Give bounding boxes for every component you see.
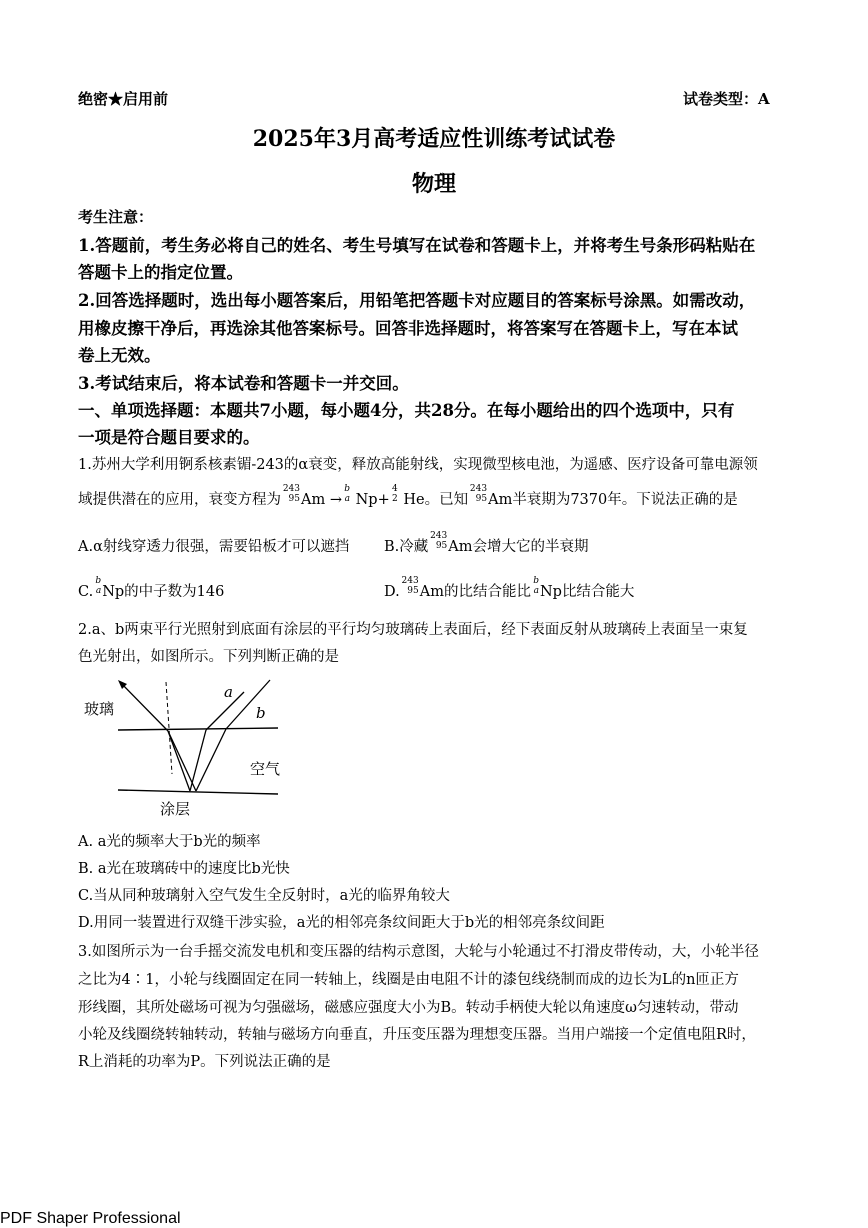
q1-stem-line2 [78, 483, 738, 509]
notice-item-2: 2.回答选择题时，选出每小题答案后，用铅笔把答题卡对应题目的答案标号涂黑。如需改动， [78, 291, 756, 310]
coating-surface [118, 790, 278, 794]
np-nucleon-mark: b a [344, 483, 350, 505]
label-ray-b: b [256, 704, 266, 722]
notice-item-1-cont: 答题卡上的指定位置。 [78, 263, 243, 282]
q1-option-c: C. b a Np的中子数为146 [78, 575, 225, 600]
notice-heading: 考生注意： [78, 208, 154, 226]
am-nucleon-mark-2: 243 95 [469, 483, 488, 505]
secret-label: 绝密★启用前 [78, 90, 169, 108]
ray-b-refracted [196, 729, 226, 791]
q2-stem-line2: 色光射出，如图所示。下列判断正确的是 [78, 649, 339, 665]
he-symbol: He [403, 492, 425, 508]
plus-symbol: + [377, 492, 390, 508]
normal-line [166, 682, 172, 774]
q1-text-pre: 域提供潜在的应用，衰变方程为 [78, 492, 281, 508]
q2-stem-line1: 2.a、b两束平行光照射到底面有涂层的平行均匀玻璃砖上表面后，经下表面反射从玻璃砖上表面呈一束复 [78, 622, 748, 638]
notice-item-3: 3.考试结束后，将本试卷和答题卡一并交回。 [78, 374, 409, 393]
am-nucleon-mark-d: 243 95 [401, 575, 419, 597]
subject-title: 物理 [411, 171, 456, 197]
q1-option-a: A.α射线穿透力很强，需要铅板才可以遮挡 [78, 539, 350, 555]
am-nucleon-mark-b: 243 95 [430, 530, 448, 552]
watermark-text: PDF Shaper Professional [0, 1210, 181, 1227]
notice-item-2-end: 卷上无效。 [78, 346, 161, 365]
ray-reflected-b [168, 731, 196, 791]
q3-stem-line1: 3.如图所示为一台手摇交流发电机和变压器的结构示意图，大轮与小轮通过不打滑皮带传动，大，小轮半径 [78, 944, 759, 960]
np-symbol: Np [355, 492, 378, 508]
q1-option-d: D. 243 95 Am的比结合能比 b a Np比结合能大 [384, 575, 635, 600]
am-symbol: Am [301, 492, 326, 508]
ray-exit [120, 682, 168, 731]
exam-title: 2025年3月高考适应性训练考试试卷 [252, 126, 616, 152]
section-heading-cont: 一项是符合题目要求的。 [78, 428, 260, 447]
glass-top-surface [118, 728, 278, 730]
q1-text-post: 半衰期为7370年。下说法正确的是 [512, 492, 738, 508]
q1-option-b: B.冷藏 243 95 Am会增大它的半衰期 [384, 530, 589, 555]
q1-text-mid: 。已知 [424, 492, 469, 508]
q3-stem-line5: R上消耗的功率为P。下列说法正确的是 [78, 1054, 331, 1070]
paper-type-label: 试卷类型：A [683, 90, 770, 108]
notice-item-2-cont: 用橡皮擦干净后，再选涂其他答案标号。回答非选择题时，将答案写在答题卡上，写在本试 [78, 319, 738, 338]
np-nucleon-mark-d: b a [533, 575, 539, 597]
he-nucleon-mark: 4 2 [392, 483, 398, 505]
np-nucleon-mark-c: b a [95, 575, 102, 597]
q2-option-d: D.用同一装置进行双缝干涉实验，a光的相邻亮条纹间距大于b光的相邻亮条纹间距 [78, 915, 605, 931]
q3-stem-line3: 形线圈，其所处磁场可视为匀强磁场，磁感应强度大小为B。转动手柄使大轮以角速度ω匀速转动，带动 [78, 1000, 739, 1016]
label-air: 空气 [250, 760, 281, 778]
q1-stem-line1: 1.苏州大学利用锕系核素镅-243的α衰变，释放高能射线，实现微型核电池，为遥感、医疗设备可靠电源领 [78, 457, 758, 473]
q3-stem-line2: 之比为4∶1，小轮与线圈固定在同一转轴上，线圈是由电阻不计的漆包线绕制而成的边长为L的n匝正方 [78, 972, 739, 988]
arrow-symbol: → [329, 492, 342, 508]
notice-item-1: 1.答题前，考生务必将自己的姓名、考生号填写在试卷和答题卡上，并将考生号条形码粘贴在 [78, 236, 756, 255]
q3-stem-line4: 小轮及线圈绕转轴转动，转轴与磁场方向垂直，升压变压器为理想变压器。当用户端接一个定值电阻R时， [78, 1027, 756, 1043]
q2-option-a: A. a光的频率大于b光的频率 [78, 834, 261, 850]
am-nucleon-mark: 243 95 [282, 483, 300, 505]
am-symbol-2: Am [488, 492, 513, 508]
section-heading: 一、单项选择题：本题共7小题，每小题4分，共28分。在每小题给出的四个选项中，只有 [78, 401, 735, 420]
light-refraction-diagram [78, 672, 288, 822]
q2-option-b: B. a光在玻璃砖中的速度比b光快 [78, 861, 290, 877]
q2-option-c: C.当从同种玻璃射入空气发生全反射时，a光的临界角较大 [78, 888, 450, 904]
label-glass: 玻璃 [84, 700, 115, 718]
label-coating: 涂层 [160, 800, 191, 818]
label-ray-a: a [224, 683, 233, 701]
